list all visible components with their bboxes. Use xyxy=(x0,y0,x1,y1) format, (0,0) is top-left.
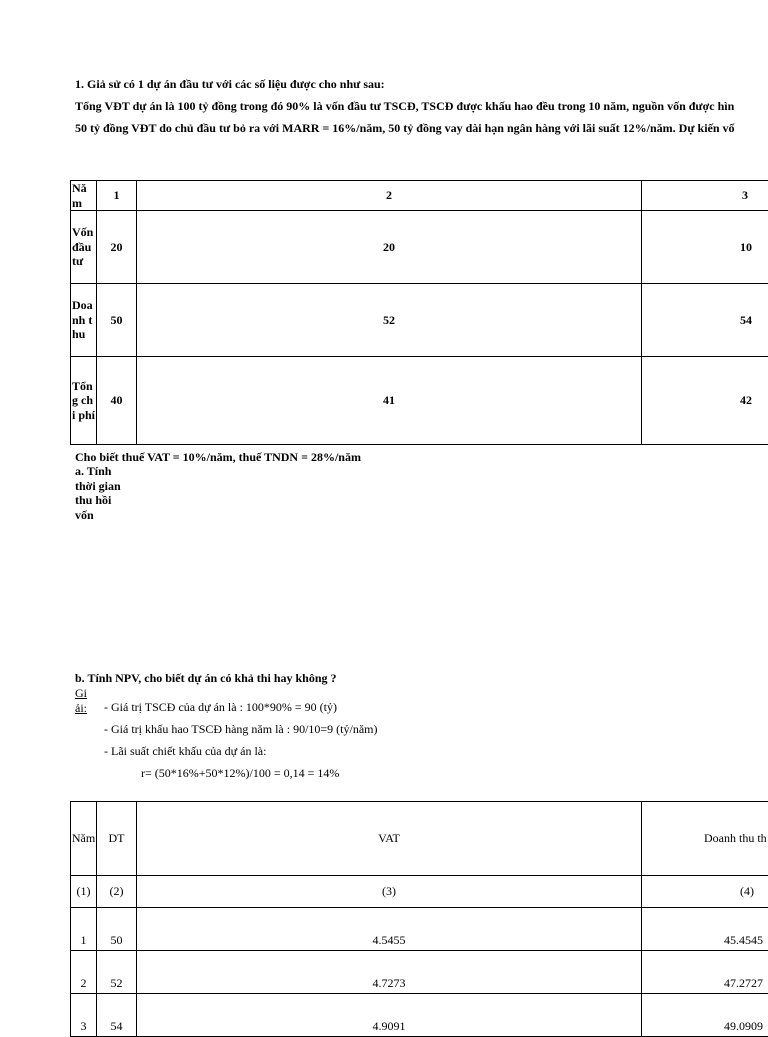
table-cell: 54 xyxy=(642,284,768,357)
part-a-question: a. Tính thời gian thu hồi vốn xyxy=(75,464,133,522)
table-cell: 40 xyxy=(97,357,137,445)
table-cell: 41 xyxy=(137,357,642,445)
table-cell: 50 xyxy=(97,284,137,357)
table-cell: 10 xyxy=(642,211,768,284)
solution-line-1: - Giá trị TSCĐ của dự án là : 100*90% = 90 (tỷ) xyxy=(104,700,337,715)
solution-line-3: - Lãi suất chiết khấu của dự án là: xyxy=(104,744,266,759)
table-cell: 4.5455 xyxy=(137,908,642,951)
table-header-row xyxy=(71,802,768,876)
problem-title: 1. Giả sử có 1 dự án đầu tư với các số liệu được cho như sau: xyxy=(75,77,385,92)
table-cell: 49.0909 xyxy=(642,994,768,1037)
table-cell: (1) xyxy=(71,876,97,908)
table-row xyxy=(71,357,768,445)
header-cell-vat: VAT xyxy=(137,802,642,876)
solution-label: Giải: xyxy=(75,686,91,715)
table-cell: 1 xyxy=(71,908,97,951)
table-cell: 42 xyxy=(642,357,768,445)
table-cell: (4) xyxy=(642,876,768,908)
header-cell-year-2: 2 xyxy=(137,181,642,211)
part-b-question: b. Tính NPV, cho biết dự án có khả thi hay không ? xyxy=(75,671,337,686)
table-cell: 50 xyxy=(97,908,137,951)
table-cell: 3 xyxy=(71,994,97,1037)
problem-line-1: Tổng VĐT dự án là 100 tỷ đồng trong đó 90% là vốn đầu tư TSCĐ, TSCĐ được khấu hao đều trong 10 năm, nguồn vốn được hìn xyxy=(75,99,734,114)
header-cell-year-1: 1 xyxy=(97,181,137,211)
table-cell: 20 xyxy=(137,211,642,284)
table-row xyxy=(71,211,768,284)
table-cell: 2 xyxy=(71,951,97,994)
header-cell-year: Năm xyxy=(71,181,97,211)
row-label-total-cost: Tổng chi phí xyxy=(71,357,97,445)
table-index-row xyxy=(71,876,768,908)
header-cell-revenue: DT xyxy=(97,802,137,876)
project-data-table xyxy=(70,180,768,445)
header-cell-year: Năm xyxy=(71,802,97,876)
table-cell: 54 xyxy=(97,994,137,1037)
npv-table xyxy=(70,801,768,1037)
discount-rate-formula: r= (50*16%+50*12%)/100 = 0,14 = 14% xyxy=(141,766,339,781)
table-header-row xyxy=(71,181,768,211)
table-cell: (2) xyxy=(97,876,137,908)
problem-line-2: 50 tỷ đồng VĐT do chủ đầu tư bỏ ra với MARR = 16%/năm, 50 tỷ đồng vay dài hạn ngân hàng với lãi suất 12%/năm. Dự kiến vố xyxy=(75,121,735,136)
table-cell: 4.9091 xyxy=(137,994,642,1037)
table-row xyxy=(71,908,768,951)
table-cell: 20 xyxy=(97,211,137,284)
table-cell: (3) xyxy=(137,876,642,908)
table-row xyxy=(71,994,768,1037)
table-row xyxy=(71,951,768,994)
table-cell: 45.4545 xyxy=(642,908,768,951)
table-cell: 52 xyxy=(137,284,642,357)
table-cell: 47.2727 xyxy=(642,951,768,994)
row-label-revenue: Doanh thu xyxy=(71,284,97,357)
header-cell-year-3: 3 xyxy=(642,181,768,211)
solution-line-2: - Giá trị khấu hao TSCĐ hàng năm là : 90/10=9 (tỷ/năm) xyxy=(104,722,378,737)
header-cell-net-revenue: Doanh thu th xyxy=(642,802,768,876)
table-cell: 52 xyxy=(97,951,137,994)
row-label-investment: Vốn đầu tư xyxy=(71,211,97,284)
table-row xyxy=(71,284,768,357)
tax-note: Cho biết thuế VAT = 10%/năm, thuế TNDN = 28%/năm xyxy=(75,450,361,465)
table-cell: 4.7273 xyxy=(137,951,642,994)
